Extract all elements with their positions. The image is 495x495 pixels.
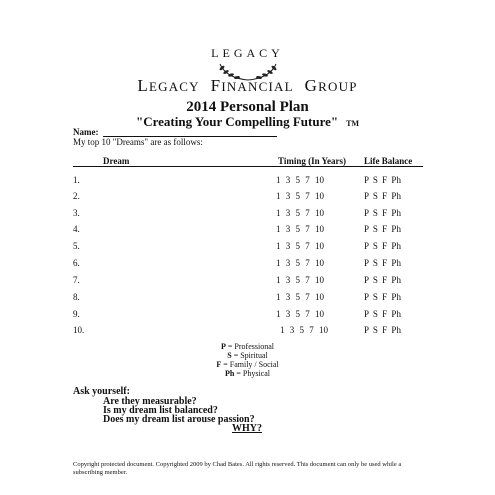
row-life-balance-options[interactable]: P S F Ph <box>364 258 401 268</box>
legend-key: P <box>221 342 226 351</box>
row-timing-options[interactable]: 1 3 5 7 10 <box>276 191 324 201</box>
subtitle-text: "Creating Your Compelling Future" <box>136 114 339 129</box>
copyright-notice: Copyright protected document. Copyrighted 2009 by Chad Bates. All rights reserved. This document can only be used while a subscribing member. <box>73 461 402 476</box>
company-rest-1: EGACY <box>148 79 200 94</box>
row-life-balance-options[interactable]: P S F Ph <box>364 292 401 302</box>
company-initial-1: L <box>137 76 149 95</box>
company-rest-2: INANCIAL <box>221 79 294 94</box>
legend-key: Ph <box>225 369 235 378</box>
legend-item-professional <box>0 342 495 351</box>
row-timing-options[interactable]: 1 3 5 7 10 <box>276 309 324 319</box>
row-timing-options[interactable]: 1 3 5 7 10 <box>276 241 324 251</box>
row-number: 10. <box>73 325 85 335</box>
row-life-balance-options[interactable]: P S F Ph <box>364 175 401 185</box>
row-life-balance-options[interactable]: P S F Ph <box>364 325 401 335</box>
row-number: 1. <box>73 175 80 185</box>
row-life-balance-options[interactable]: P S F Ph <box>364 275 401 285</box>
row-number: 3. <box>73 208 80 218</box>
row-timing-options[interactable]: 1 3 5 7 10 <box>276 224 324 234</box>
why-prompt: WHY? <box>232 423 262 434</box>
row-life-balance-options[interactable]: P S F Ph <box>364 224 401 234</box>
row-timing-options[interactable]: 1 3 5 7 10 <box>276 208 324 218</box>
legend-key: S <box>227 351 232 360</box>
legend-key: F <box>216 360 222 369</box>
company-initial-3: G <box>304 76 319 95</box>
row-timing-options[interactable]: 1 3 5 7 10 <box>276 275 324 285</box>
legend-text: = Spiritual <box>231 351 268 360</box>
row-number: 7. <box>73 275 80 285</box>
row-number: 6. <box>73 258 80 268</box>
intro-text: My top 10 "Dreams" are as follows: <box>73 137 203 147</box>
question-balanced: Is my dream list balanced? <box>103 405 218 416</box>
legend-text: = Physical <box>234 369 270 378</box>
legend-item-physical <box>0 369 495 378</box>
legend-item-spiritual <box>0 351 495 360</box>
row-life-balance-options[interactable]: P S F Ph <box>364 309 401 319</box>
row-number: 5. <box>73 241 80 251</box>
logo-wordmark: LEGACY <box>211 46 284 60</box>
header-dream: Dream <box>103 156 130 166</box>
row-number: 2. <box>73 191 80 201</box>
row-number: 8. <box>73 292 80 302</box>
company-name <box>0 76 495 97</box>
plan-title: 2014 Personal Plan <box>186 99 309 115</box>
row-life-balance-options[interactable]: P S F Ph <box>364 191 401 201</box>
row-timing-options[interactable]: 1 3 5 7 10 <box>276 175 324 185</box>
row-life-balance-options[interactable]: P S F Ph <box>364 208 401 218</box>
row-timing-options[interactable]: 1 3 5 7 10 <box>276 292 324 302</box>
row-number: 4. <box>73 224 80 234</box>
row-life-balance-options[interactable]: P S F Ph <box>364 241 401 251</box>
name-label: Name: <box>73 127 99 137</box>
ask-yourself-heading: Ask yourself: <box>73 386 130 397</box>
company-rest-3: ROUP <box>318 79 358 94</box>
legend-text: = Professional <box>225 342 274 351</box>
company-initial-2: F <box>210 76 222 95</box>
question-measurable: Are they measurable? <box>103 396 197 407</box>
row-timing-options[interactable]: 1 3 5 7 10 <box>280 325 328 335</box>
header-timing: Timing (In Years) <box>278 156 347 166</box>
question-passion: Does my dream list arouse passion? <box>103 414 255 425</box>
trademark-mark: TM <box>346 119 359 128</box>
header-life-balance: Life Balance <box>364 156 413 166</box>
header-rule <box>73 166 423 167</box>
row-number: 9. <box>73 309 80 319</box>
legend-item-family-social <box>0 360 495 369</box>
legend-text: = Family / Social <box>221 360 279 369</box>
row-timing-options[interactable]: 1 3 5 7 10 <box>276 258 324 268</box>
